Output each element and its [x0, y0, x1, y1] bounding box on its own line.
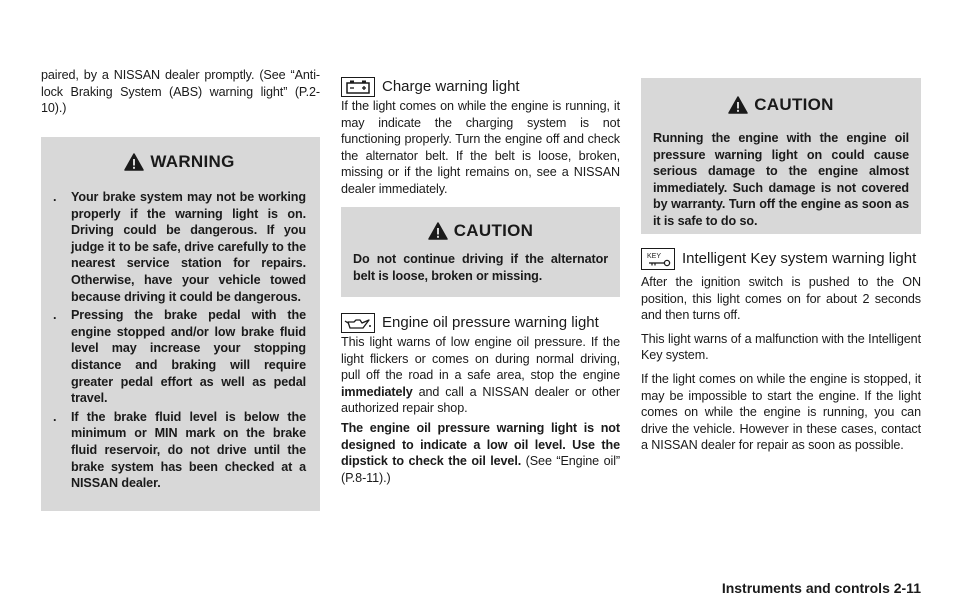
caution-body: Do not continue driving if the alternator belt is loose, broken or missing. — [353, 252, 608, 283]
caution-title: CAUTION — [453, 221, 534, 240]
oil-body-bold: immediately — [341, 384, 413, 399]
bullet-dot: . — [53, 409, 57, 424]
key-heading — [641, 248, 921, 270]
charge-title: Charge warning light — [382, 78, 520, 95]
warning-bullet-text: Your brake system may not be working properly if the warning light is on. Driving could be dangerous. If you judge it to be safe, drive carefully to the nearest service station for repairs. Otherwise, have your vehicle towed because driving it could be dangerous. — [71, 190, 306, 304]
oil-body — [341, 334, 620, 417]
bullet-dot: . — [53, 308, 57, 323]
charge-heading — [341, 77, 620, 97]
oil-heading — [341, 313, 620, 333]
warning-bullet — [53, 307, 306, 407]
warning-heading — [53, 137, 306, 183]
oil-body-b: and call a NISSAN dealer or other authorized repair shop. — [341, 384, 621, 416]
warning-body — [53, 189, 306, 492]
warning-title: WARNING — [150, 152, 235, 171]
caution-heading — [653, 78, 909, 126]
warning-triangle-icon — [728, 96, 748, 114]
key-body — [641, 274, 921, 461]
oil-can-icon — [341, 313, 375, 333]
oil-note — [341, 420, 620, 486]
key-paragraph: If the light comes on while the engine is stopped, it may be impossible to start the engine. If the light comes on while the engine is running, you can drive the vehicle. However in these cases, contact a NISSAN dealer for repair as soon as possible. — [641, 371, 921, 453]
battery-icon — [341, 77, 375, 97]
intro-paragraph: paired, by a NISSAN dealer promptly. (See “Anti-lock Braking System (ABS) warning light” (P.2-10).) — [41, 68, 320, 116]
key-paragraph: After the ignition switch is pushed to the ON position, this light comes on for about 2 seconds and then turns off. — [641, 275, 921, 323]
key-title: Intelligent Key system warning light — [682, 250, 917, 267]
key-icon — [641, 248, 675, 270]
warning-box — [41, 137, 320, 511]
oil-body-a: This light warns of low engine oil pressure. If the light flickers or comes on during normal driving, pull off the road in a safe area, stop the engine — [341, 335, 620, 383]
page-footer: Instruments and controls 2-11 — [721, 580, 921, 596]
charge-body: If the light comes on while the engine is running, it may indicate the charging system is not functioning properly. Turn the engine off and check the alternator belt. If the belt is loose, broken, missing or if the light remains on, see a NISSAN dealer immediately. — [341, 99, 620, 196]
caution-box-oil — [641, 78, 921, 234]
caution-title: CAUTION — [754, 95, 834, 114]
caution-heading — [353, 207, 608, 251]
warning-bullet — [53, 189, 306, 305]
warning-triangle-icon — [124, 153, 144, 171]
oil-title: Engine oil pressure warning light — [382, 314, 599, 331]
key-paragraph: This light warns of a malfunction with the Intelligent Key system. — [641, 331, 921, 363]
warning-bullet-text: If the brake fluid level is below the minimum or MIN mark on the brake fluid reservoir, do not drive until the brake system has been checked at a NISSAN dealer. — [71, 409, 306, 491]
caution-box-alternator — [341, 207, 620, 297]
warning-triangle-icon — [428, 222, 448, 240]
warning-bullet-text: Pressing the brake pedal with the engine stopped and/or low brake fluid level may increase your stopping distance and braking will require greater pedal effort as well as pedal travel. — [71, 308, 306, 406]
oil-note-ref: (See “Engine oil” (P.8-11).) — [341, 454, 620, 485]
caution-body: Running the engine with the engine oil pressure warning light on could cause serious damage to the engine almost immediately. Such damage is not covered by warranty. Turn off the engine as soon as it is safe to do so. — [653, 131, 909, 228]
key-icon-text: KEY — [647, 253, 662, 260]
warning-bullet — [53, 409, 306, 492]
bullet-dot: . — [53, 190, 57, 204]
oil-note-bold: The engine oil pressure warning light is not designed to indicate a low oil level. Use the dipstick to check the oil level. — [341, 421, 620, 469]
